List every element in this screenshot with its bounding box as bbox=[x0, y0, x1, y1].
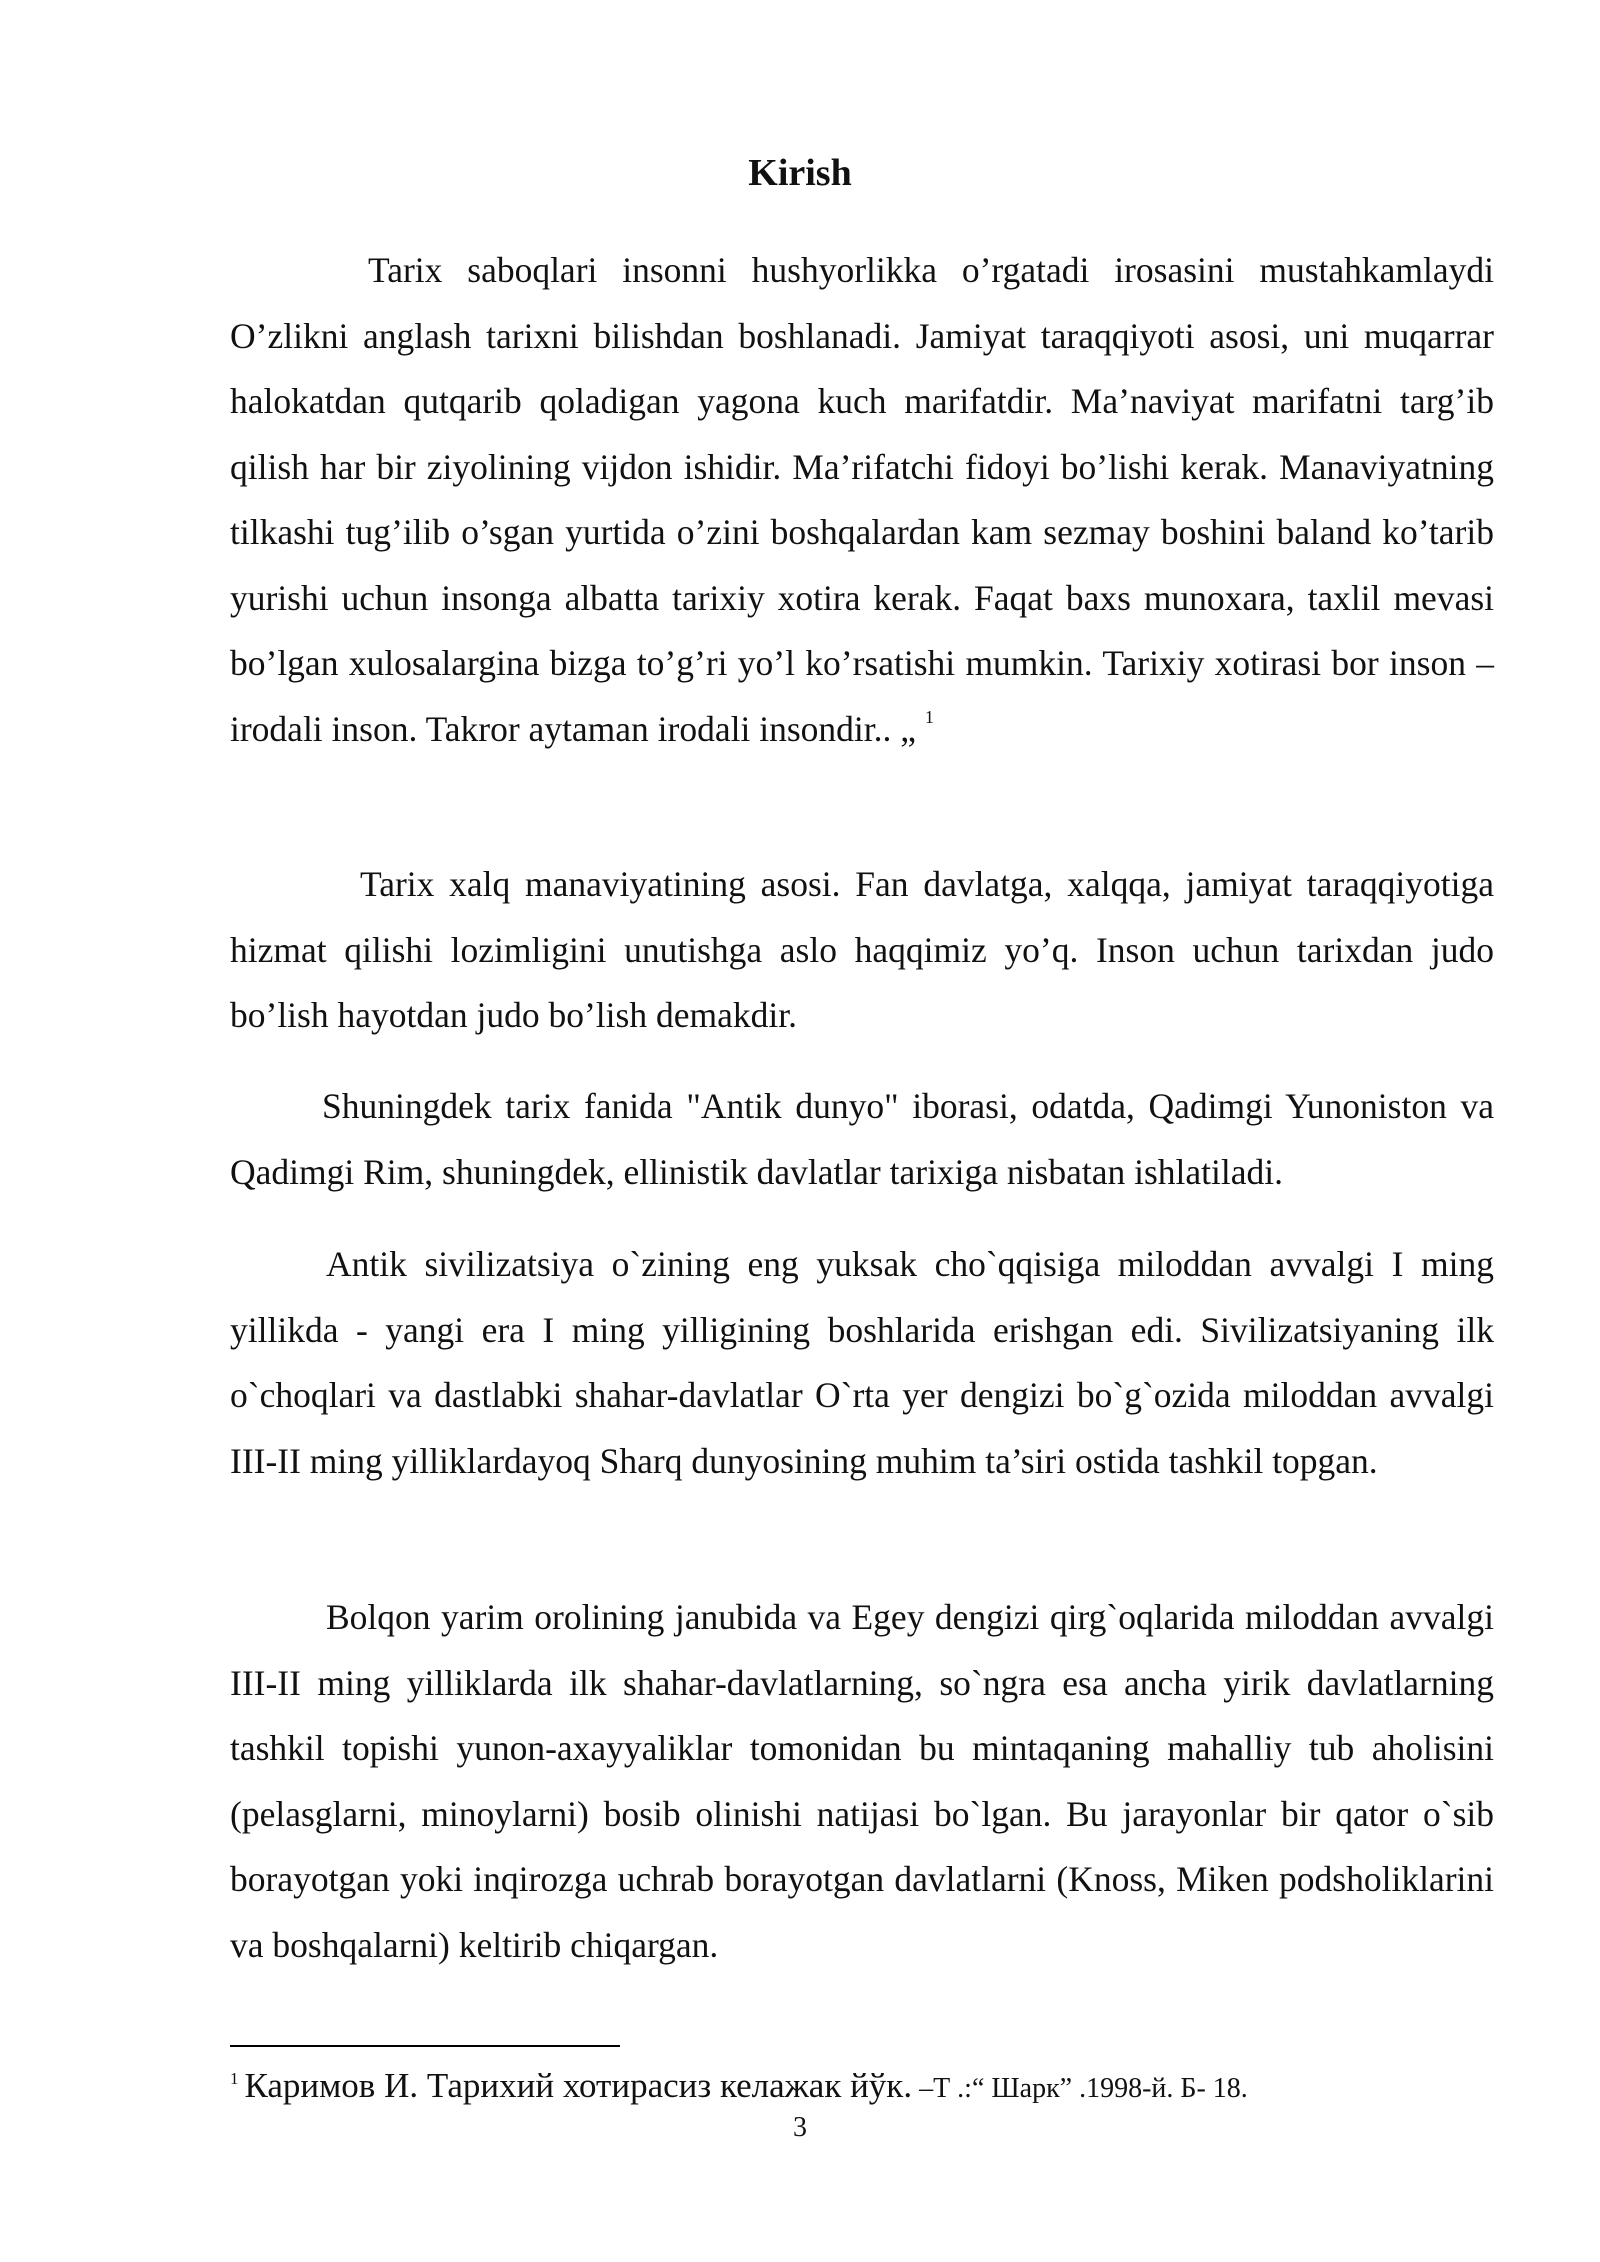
footnote-publication: –Т .:“ Шарк” .1998-й. Б- 18. bbox=[912, 2073, 1248, 2104]
paragraph-1-text: Tarix saboqlari insonni hushyorlikka o’rgatadi irosasini mustahkamlaydi O’zlikni anglash tarixni bilishdan boshlanadi. Jamiyat taraqqiyoti asosi, uni muqarrar halokatdan qutqarib qoladigan yagona kuch marifatdir. Ma’naviyat marifatni targ’ib qilish har bir ziyolining vijdon ishidir. Ma’rifatchi fidoyi bo’lishi kerak. Manaviyatning tilkashi tug’ilib o’sgan yurtida o’zini boshqalardan kam sezmay boshini baland ko’tarib yurishi uchun insonga albatta tarixiy xotira kerak. Faqat baxs munoxara, taxlil mevasi bo’lgan xulosalargina bizga to’g’ri yo’l ko’rsatishi mumkin. Tarixiy xotirasi bor inson – irodali inson. Takror aytaman irodali insondir.. „ bbox=[230, 250, 1494, 749]
paragraph-2: Tarix xalq manaviyatining asosi. Fan davlatga, xalqqa, jamiyat taraqqiyotiga hizmat qilishi lozimligini unutishga aslo haqqimiz yo’q. Inson uchun tarixdan judo bo’lish hayotdan judo bo’lish demakdir. bbox=[230, 864, 1494, 1035]
paragraph-1 bbox=[230, 238, 1494, 762]
paragraph-3: Shuningdek tarix fanida "Antik dunyo" iborasi, odatda, Qadimgi Yunoniston va Qadimgi Rim, shuningdek, ellinistik davlatlar tarixiga nisbatan ishlatiladi. bbox=[230, 1086, 1494, 1192]
footnote bbox=[230, 2064, 1490, 2111]
footnote-author: Каримов И. Тарихий хотирасиз келажак йўк. bbox=[244, 2066, 913, 2105]
page-number: 3 bbox=[793, 2112, 807, 2143]
footnote-reference: 1 bbox=[924, 706, 934, 727]
paragraph-5: Bolqon yarim orolining janubida va Egey dengizi qirg`oqlarida miloddan avvalgi III-II ming yilliklarda ilk shahar-davlatlarning, so`ngra esa ancha yirik davlatlarning tashkil topishi yunon-axayyaliklar tomonidan bu mintaqaning mahalliy tub aholisini (pelasglarni, minoylarni) bosib olinishi natijasi bo`lgan. Bu jarayonlar bir qator o`sib borayotgan yoki inqirozga uchrab borayotgan davlatlarni (Knoss, Miken podsholiklarini va boshqalarni) keltirib chiqargan. bbox=[230, 1597, 1494, 1965]
footnote-separator bbox=[230, 2045, 620, 2047]
footnote-mark: 1 bbox=[230, 2069, 239, 2088]
page-title: Kirish bbox=[748, 152, 852, 194]
paragraph-4: Antik sivilizatsiya o`zining eng yuksak cho`qqisiga miloddan avvalgi I ming yillikda - yangi era I ming yilligining boshlarida erishgan edi. Sivilizatsiyaning ilk o`choqlari va dastlabki shahar-davlatlar O`rta yer dengizi bo`g`ozida miloddan avvalgi III-II ming yilliklardayoq Sharq dunyosining muhim ta’siri ostida tashkil topgan. bbox=[230, 1244, 1494, 1481]
